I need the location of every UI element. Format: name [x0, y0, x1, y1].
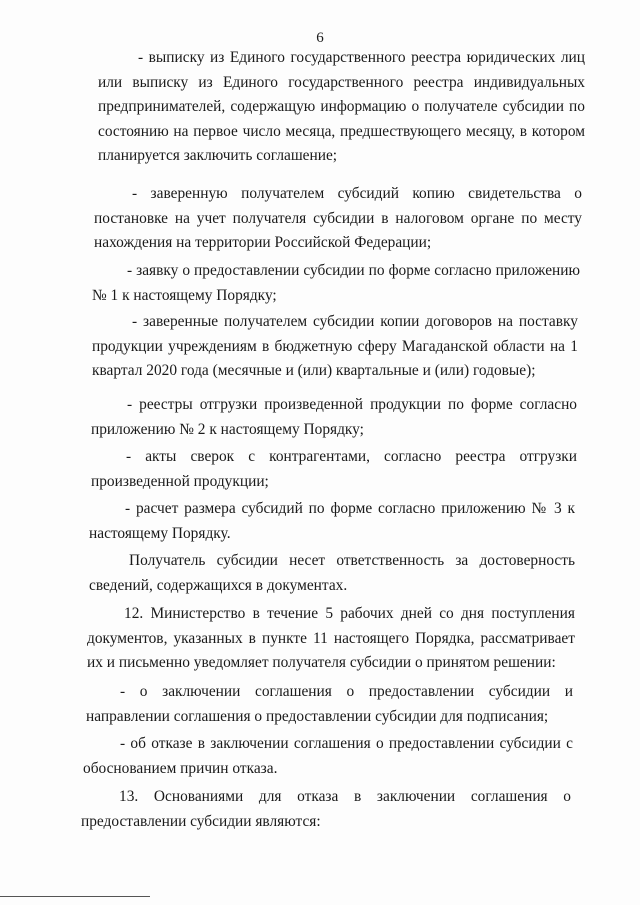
paragraph-section-13: 13. Основаниями для отказа в заключении соглашения о предоставлении субсидии являются:	[81, 788, 571, 830]
page-number: 6	[316, 30, 324, 46]
paragraph-subsidy-calculation: - расчет размера субсидий по форме согласно приложению № 3 к настоящему Порядку.	[89, 500, 575, 542]
paragraph-refusal: - об отказе в заключении соглашения о предоставлении субсидии с обоснованием причин отказа.	[83, 735, 573, 777]
paragraph-responsibility: Получатель субсидии несет ответственность за достоверность сведений, содержащихся в документах.	[89, 552, 575, 594]
paragraph-shipment-registers: - реестры отгрузки произведенной продукции по форме согласно приложению № 2 к настоящему Порядку;	[91, 396, 577, 438]
paragraph-supply-contracts: - заверенные получателем субсидии копии договоров на поставку продукции учреждениям в бюджетную сферу Магаданской области на 1 квартал 2020 года (месячные и (или) квартальные и (или) годовые);	[92, 313, 578, 379]
paragraph-section-12: 12. Министерство в течение 5 рабочих дней со дня поступления документов, указанных в пункте 11 настоящего Порядка, рассматривает их и письменно уведомляет получателя субсидии о принятом решении:	[87, 605, 575, 671]
paragraph-reconciliation-acts: - акты сверок с контрагентами, согласно реестра отгрузки произведенной продукции;	[91, 448, 577, 490]
paragraph-tax-registration: - заверенную получателем субсидий копию свидетельства о постановке на учет получателя субсидии в налоговом органе по месту нахождения на территории Российской Федерации;	[94, 185, 582, 251]
paragraph-agreement-conclusion: - о заключении соглашения о предоставлении субсидии и направлении соглашения о предоставлении субсидии для подписания;	[86, 683, 573, 725]
paragraph-application-form: - заявку о предоставлении субсидии по форме согласно приложению № 1 к настоящему Порядку;	[92, 262, 580, 304]
paragraph-egrip-extract: - выписку из Единого государственного реестра юридических лиц или выписку из Единого государственного реестра индивидуальных предпринимателей, содержащую информацию о получателе субсидии по состоянию на первое число месяца, предшествующего месяцу, в котором планируется заключить соглашение;	[98, 49, 585, 164]
page-bottom-rule	[0, 896, 150, 897]
